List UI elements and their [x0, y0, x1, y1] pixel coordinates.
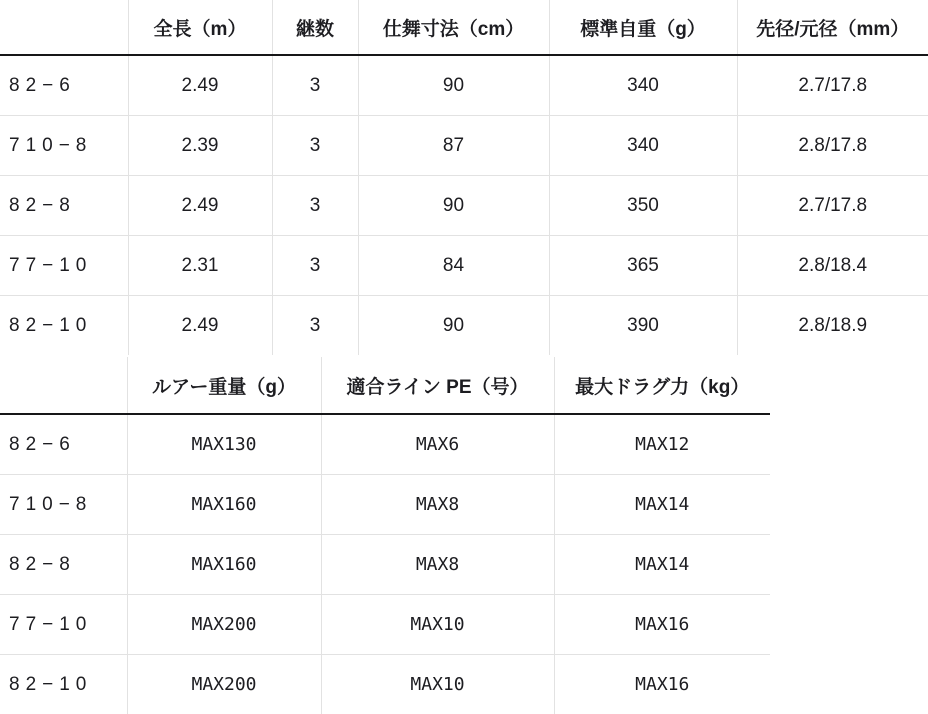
spec-table-lure [0, 357, 770, 714]
table-cell: 87 [358, 116, 549, 176]
table-cell: 2.8/18.9 [737, 296, 928, 356]
table-cell: MAX14 [554, 535, 770, 595]
spec-table-dimensions [0, 0, 928, 355]
table-cell: 2.7/17.8 [737, 176, 928, 236]
header-row [0, 0, 928, 55]
row-label: 77−10 [0, 595, 127, 655]
row-label: 82−10 [0, 655, 127, 714]
table-cell: 3 [272, 116, 358, 176]
row-label: 710−8 [0, 475, 127, 535]
table-row [0, 414, 770, 475]
table-cell: MAX8 [321, 475, 554, 535]
table-cell: MAX6 [321, 414, 554, 475]
table-row [0, 655, 770, 714]
column-header-pe-line: 適合ライン PE（号） [321, 357, 554, 414]
corner-blank-cell [0, 0, 128, 55]
row-label: 82−8 [0, 535, 127, 595]
table-cell: MAX16 [554, 655, 770, 714]
table-row [0, 176, 928, 236]
table-cell: MAX10 [321, 655, 554, 714]
row-label: 77−10 [0, 236, 128, 296]
table-cell: 390 [549, 296, 737, 356]
table-cell: 90 [358, 296, 549, 356]
table-cell: 90 [358, 55, 549, 116]
row-label: 82−10 [0, 296, 128, 356]
table-cell: 2.49 [128, 296, 272, 356]
table-cell: 350 [549, 176, 737, 236]
table-cell: MAX130 [127, 414, 321, 475]
table-cell: MAX10 [321, 595, 554, 655]
column-header-max-drag: 最大ドラグ力（kg） [554, 357, 770, 414]
table-cell: MAX14 [554, 475, 770, 535]
table-cell: MAX8 [321, 535, 554, 595]
table-cell: 3 [272, 236, 358, 296]
row-label: 82−6 [0, 55, 128, 116]
table-cell: 340 [549, 116, 737, 176]
table-cell: 3 [272, 296, 358, 356]
corner-blank-cell [0, 357, 127, 414]
table-row [0, 116, 928, 176]
table-cell: 365 [549, 236, 737, 296]
row-label: 82−8 [0, 176, 128, 236]
table-cell: 2.8/18.4 [737, 236, 928, 296]
column-header-sections: 継数 [272, 0, 358, 55]
table-cell: 90 [358, 176, 549, 236]
table-cell: 3 [272, 55, 358, 116]
table-row [0, 296, 928, 356]
table-cell: 2.49 [128, 55, 272, 116]
table-cell: MAX200 [127, 595, 321, 655]
table-cell: MAX16 [554, 595, 770, 655]
table-cell: 2.39 [128, 116, 272, 176]
table-cell: 3 [272, 176, 358, 236]
row-label: 82−6 [0, 414, 127, 475]
table-row [0, 236, 928, 296]
row-label: 710−8 [0, 116, 128, 176]
header-row [0, 357, 770, 414]
table-cell: 2.8/17.8 [737, 116, 928, 176]
column-header-closed-length: 仕舞寸法（cm） [358, 0, 549, 55]
table-cell: MAX160 [127, 535, 321, 595]
table-cell: MAX12 [554, 414, 770, 475]
table-row [0, 535, 770, 595]
table-cell: MAX200 [127, 655, 321, 714]
table-row [0, 55, 928, 116]
column-header-weight: 標準自重（g） [549, 0, 737, 55]
table-cell: 2.31 [128, 236, 272, 296]
table-cell: 2.49 [128, 176, 272, 236]
table-cell: 340 [549, 55, 737, 116]
column-header-lure-weight: ルアー重量（g） [127, 357, 321, 414]
column-header-total-length: 全長（m） [128, 0, 272, 55]
table-row [0, 475, 770, 535]
table-cell: MAX160 [127, 475, 321, 535]
column-header-tip-butt-diameter: 先径/元径（mm） [737, 0, 928, 55]
table-cell: 2.7/17.8 [737, 55, 928, 116]
table-cell: 84 [358, 236, 549, 296]
table-row [0, 595, 770, 655]
